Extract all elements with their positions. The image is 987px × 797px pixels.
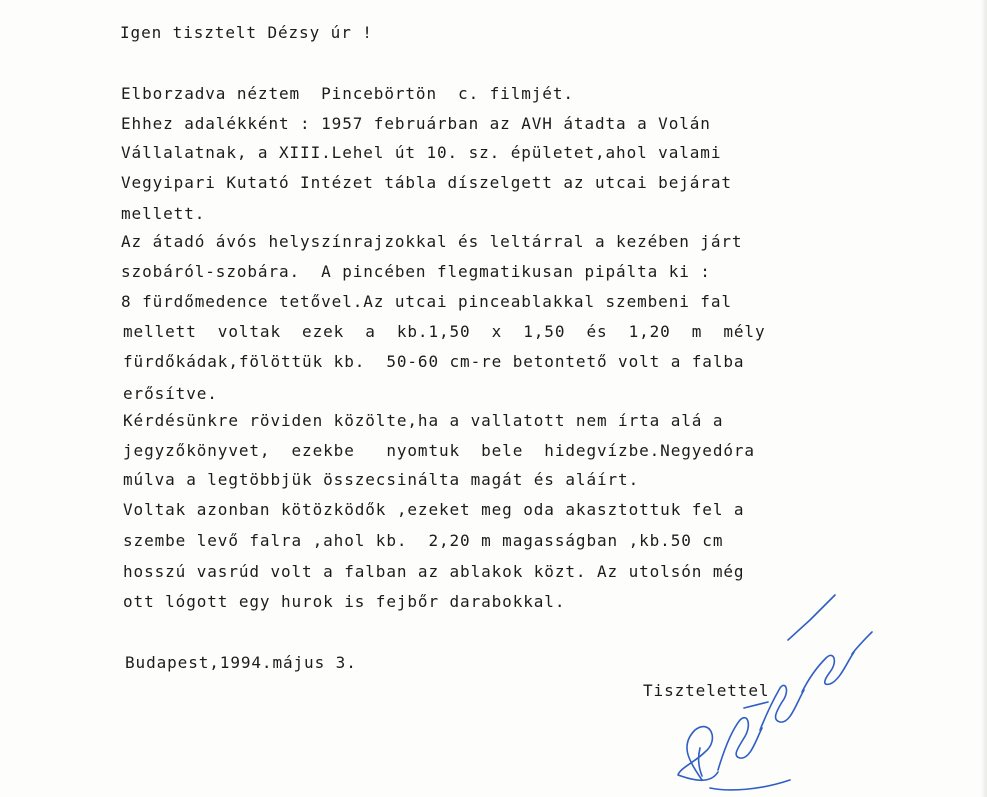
body-line: múlva a legtöbbjük összecsinálta magát és aláírt. [123,470,640,489]
signature-stroke [710,780,790,790]
body-line: szobáról-szobára. A pincében flegmatikusan pipálta ki : [121,262,711,281]
body-line: Ehhez adalékként : 1957 februárban az AVH átadta a Volán [121,114,711,133]
signature-stroke [802,652,854,692]
body-line: mellett voltak ezek a kb.1,50 x 1,50 és 1,20 m mély [123,322,766,341]
body-line: erősítve. [123,384,218,403]
body-line: szembe levő falra ,ahol kb. 2,20 m magasságban ,kb.50 cm [123,531,724,550]
body-line: hosszú vasrúd volt a falban az ablakok közt. Az utolsón még [123,562,745,581]
signature-stroke [718,718,762,770]
date-line: Budapest,1994.május 3. [125,653,357,672]
closing: Tisztelettel [643,681,770,700]
signature-stroke [678,727,718,781]
signature-stroke [744,702,768,708]
salutation: Igen tisztelt Dézsy úr ! [120,23,373,42]
signature-stroke [760,685,804,730]
signature-stroke [788,595,835,640]
body-line: Elborzadva néztem Pincebörtön c. filmjét. [121,84,574,103]
body-line: mellett. [121,204,206,223]
body-line: fürdőkádak,fölöttük kb. 50-60 cm-re betontető volt a falba [123,352,745,371]
body-line: 8 fürdőmedence tetővel.Az utcai pinceablakkal szembeni fal [121,292,732,311]
page-edge [981,0,987,797]
body-line: Vegyipari Kutató Intézet tábla díszelgett az utcai bejárat [121,173,732,192]
body-line: Vállalatnak, a XIII.Lehel út 10. sz. épületet,ahol valami [121,143,722,162]
body-line: jegyzőkönyvet, ezekbe nyomtuk bele hidegvízbe.Negyedóra [123,441,755,460]
signature-stroke [699,748,702,776]
signature-stroke [852,632,872,654]
body-line: ott lógott egy hurok is fejbőr darabokkal. [123,592,566,611]
body-line: Az átadó ávós helyszínrajzokkal és leltárral a kezében járt [121,232,743,251]
signature-image [640,580,900,797]
body-line: Kérdésünkre röviden közölte,ha a vallatott nem írta alá a [123,411,724,430]
body-line: Voltak azonban kötözködők ,ezeket meg oda akasztottuk fel a [123,500,745,519]
